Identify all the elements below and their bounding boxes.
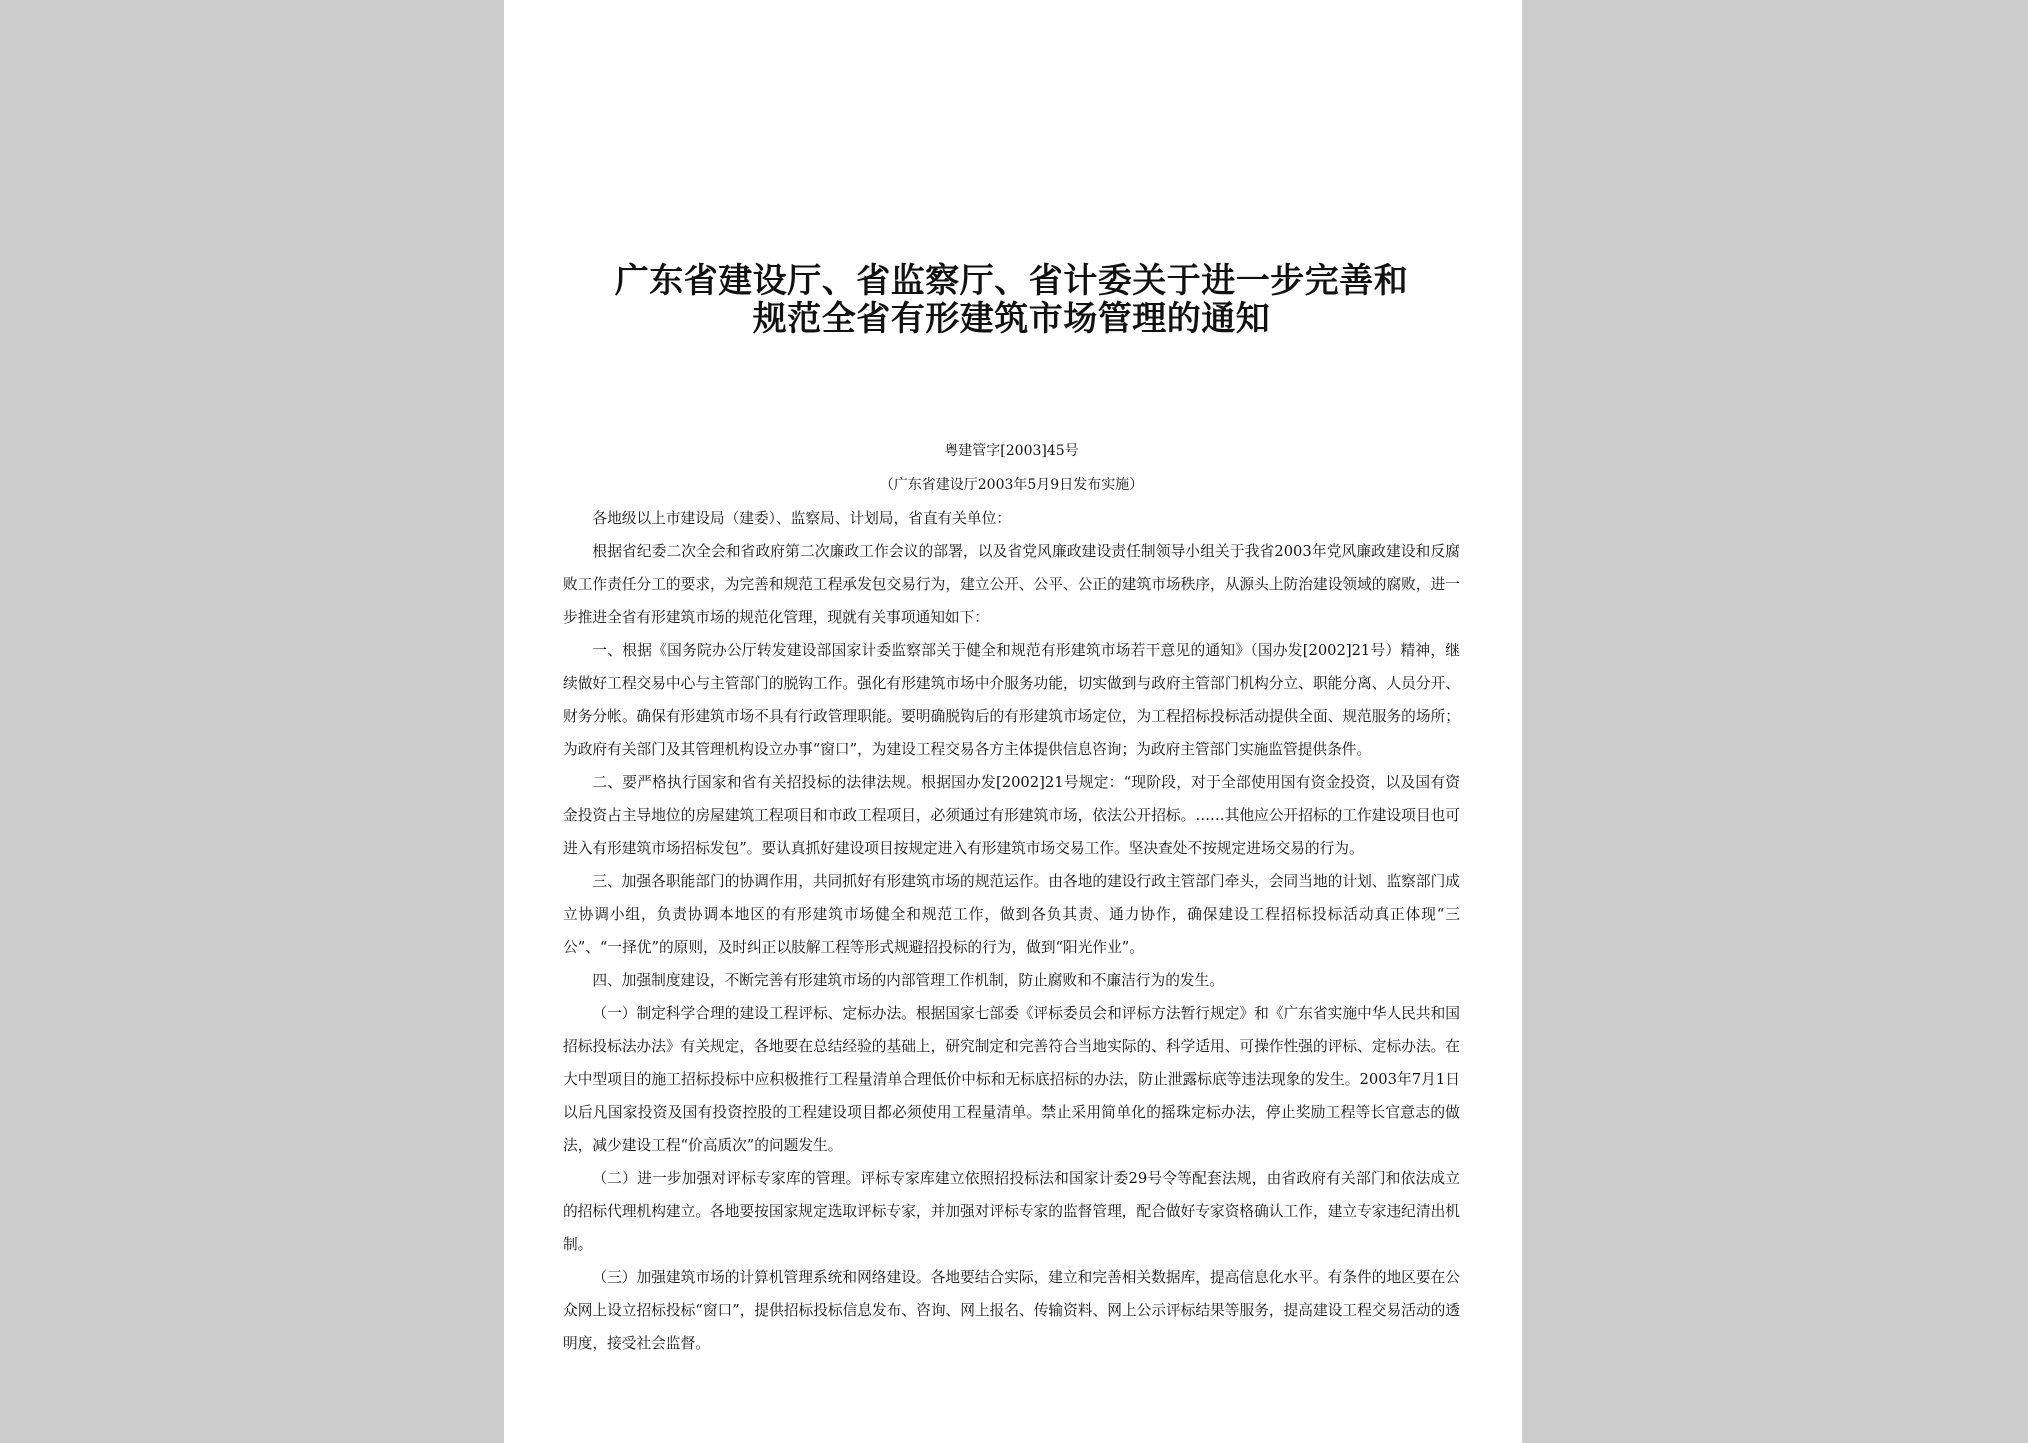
body-paragraph: 根据省纪委二次全会和省政府第二次廉政工作会议的部署，以及省党风廉政建设责任制领导小组关于我省2003年党风廉政建设和反腐败工作责任分工的要求，为完善和规范工程承发包交易行为，建立公开、公平、公正的建筑市场秩序，从源头上防治建设领域的腐败，进一步推进全省有形建筑市场的规范化管理，现就有关事项通知如下： <box>563 543 1460 626</box>
document-body <box>563 502 1460 1360</box>
body-paragraph: 一、根据《国务院办公厅转发建设部国家计委监察部关于健全和规范有形建筑市场若干意见的通知》（国办发[2002]21号）精神，继续做好工程交易中心与主管部门的脱钩工作。强化有形建筑市场中介服务功能，切实做到与政府主管部门机构分立、职能分离、人员分开、财务分帐。确保有形建筑市场不具有行政管理职能。要明确脱钩后的有形建筑市场定位，为工程招标投标活动提供全面、规范服务的场所；为政府有关部门及其管理机构设立办事“窗口”，为建设工程交易各方主体提供信息咨询；为政府主管部门实施监管提供条件。 <box>563 642 1460 758</box>
salutation: 各地级以上市建设局（建委）、监察局、计划局，省直有关单位： <box>592 510 1011 527</box>
document-page <box>504 0 1522 1443</box>
body-paragraph: 二、要严格执行国家和省有关招投标的法律法规。根据国办发[2002]21号规定：“现阶段，对于全部使用国有资金投资，以及国有资金投资占主导地位的房屋建筑工程项目和市政工程项目，必须通过有形建筑市场，依法公开招标。……其他应公开招标的工作建设项目也可进入有形建筑市场招标发包”。要认真抓好建设项目按规定进入有形建筑市场交易工作。坚决查处不按规定进场交易的行为。 <box>563 774 1460 857</box>
title-line-2: 规范全省有形建筑市场管理的通知 <box>752 299 1271 339</box>
document-number: 粤建管字[2003]45号 <box>944 443 1079 459</box>
title-line-1: 广东省建设厅、省监察厅、省计委关于进一步完善和 <box>614 261 1409 301</box>
issue-note: （广东省建设厅2003年5月9日发布实施） <box>879 477 1144 493</box>
body-paragraph: 四、加强制度建设，不断完善有形建筑市场的内部管理工作机制，防止腐败和不廉洁行为的发生。 <box>592 972 1224 989</box>
body-paragraph: 三、加强各职能部门的协调作用，共同抓好有形建筑市场的规范运作。由各地的建设行政主管部门牵头，会同当地的计划、监察部门成立协调小组，负责协调本地区的有形建筑市场健全和规范工作，做到各负其责、通力协作，确保建设工程招标投标活动真正体现“三公”、“一择优”的原则，及时纠正以肢解工程等形式规避招投标的行为，做到“阳光作业”。 <box>563 873 1460 956</box>
body-paragraph: （一）制定科学合理的建设工程评标、定标办法。根据国家七部委《评标委员会和评标方法暂行规定》和《广东省实施中华人民共和国招标投标法办法》有关规定，各地要在总结经验的基础上，研究制定和完善符合当地实际的、科学适用、可操作性强的评标、定标办法。在大中型项目的施工招标投标中应积极推行工程量清单合理低价中标和无标底招标的办法，防止泄露标底等违法现象的发生。2003年7月1日以后凡国家投资及国有投资控股的工程建设项目都必须使用工程量清单。禁止采用简单化的摇珠定标办法，停止奖励工程等长官意志的做法，减少建设工程“价高质次”的问题发生。 <box>563 1005 1460 1154</box>
body-paragraph: （二）进一步加强对评标专家库的管理。评标专家库建立依照招投标法和国家计委29号令等配套法规，由省政府有关部门和依法成立的招标代理机构建立。各地要按国家规定选取评标专家，并加强对评标专家的监督管理，配合做好专家资格确认工作，建立专家违纪清出机制。 <box>563 1170 1460 1253</box>
document-title <box>563 262 1460 338</box>
body-paragraph: （三）加强建筑市场的计算机管理系统和网络建设。各地要结合实际，建立和完善相关数据库，提高信息化水平。有条件的地区要在公众网上设立招标投标“窗口”，提供招标投标信息发布、咨询、网上报名、传输资料、网上公示评标结果等服务，提高建设工程交易活动的透明度，接受社会监督。 <box>563 1269 1460 1352</box>
